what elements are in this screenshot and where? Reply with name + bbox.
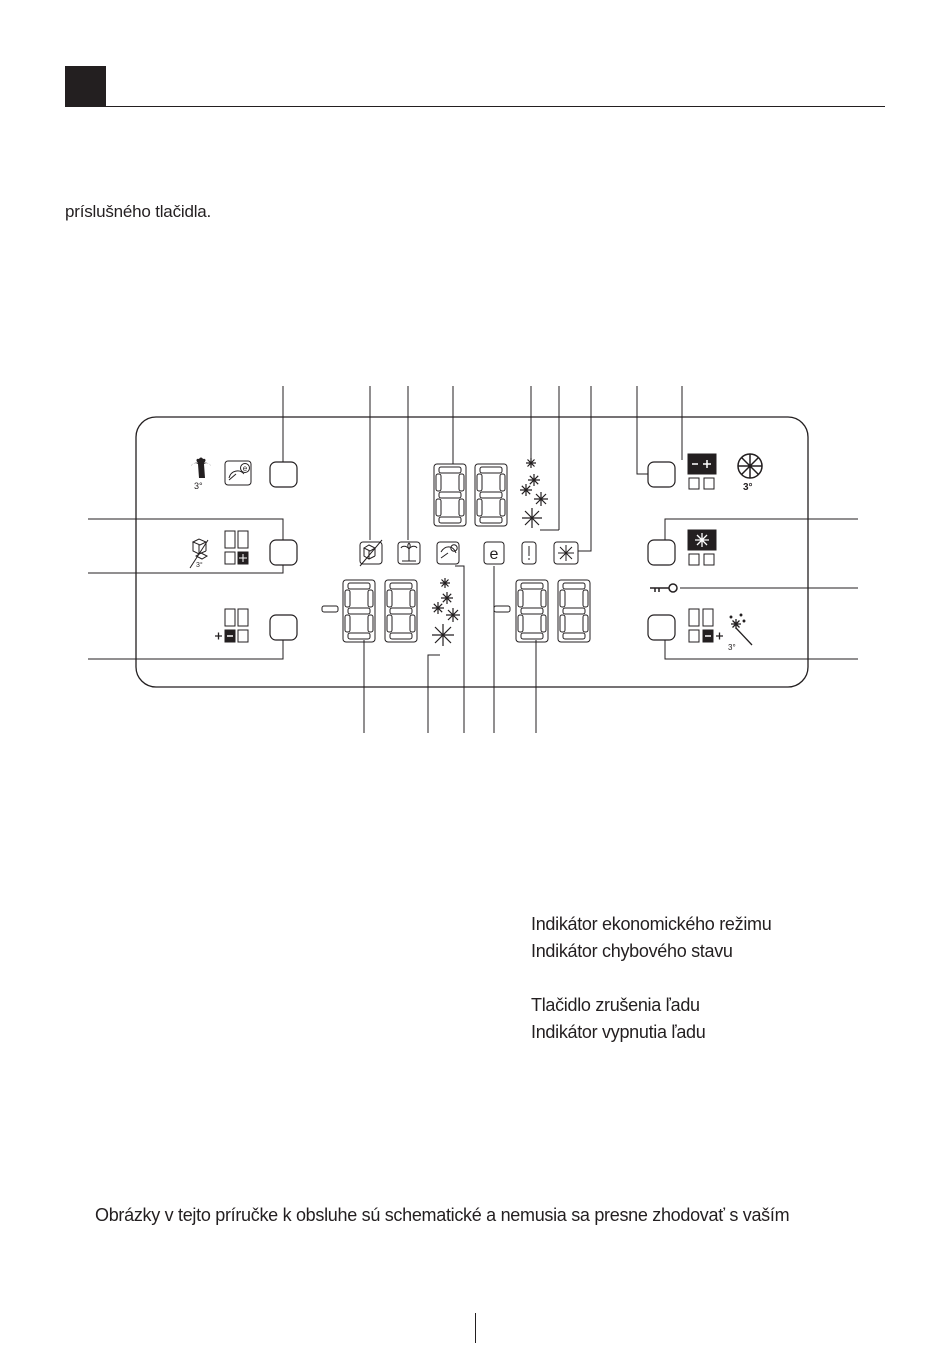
vacation-button: [270, 462, 297, 487]
legend-ice-off-indicator: Indikátor vypnutia ľadu: [531, 1022, 706, 1042]
right-icons: [650, 454, 762, 652]
legend-eco-indicator: Indikátor ekonomického režimu: [531, 914, 772, 934]
fridge-temp-display: [322, 580, 417, 642]
svg-text:e: e: [489, 546, 499, 563]
digit-upper-1: [434, 464, 466, 526]
legend-ice-cancel-button: Tlačidlo zrušenia ľadu: [531, 995, 700, 1015]
fridge-mode-button: [270, 540, 297, 565]
quick-freeze-button: [648, 462, 675, 487]
upper-temp-display: [434, 464, 507, 526]
snowflake-icon: [441, 592, 453, 604]
fridge-temp-button: [270, 615, 297, 640]
intro-text: príslušného tlačidla.: [65, 202, 212, 221]
snowflake-icon: [534, 492, 548, 506]
error-indicator-icon: [522, 542, 536, 564]
ice-off-icon: [360, 540, 382, 566]
upper-cooling-level-icons: [520, 458, 548, 528]
minus-segment: [494, 606, 510, 612]
digit-upper-2: [475, 464, 507, 526]
freezer-temp-display: [494, 580, 590, 642]
minus-segment: [322, 606, 338, 612]
fridge-zone-icon: [225, 531, 248, 564]
callout-line: [88, 519, 283, 540]
indicator-row: [360, 540, 578, 566]
callout-line: [428, 655, 440, 733]
key-lock-icon: [650, 584, 677, 592]
ice-cancel-button: [648, 540, 675, 565]
callout-line: [88, 565, 283, 573]
eco-fridge-icon: [225, 461, 251, 485]
snowflake-icon: [528, 474, 540, 486]
digit-freezer-1: [516, 580, 548, 642]
snowflake-icon: [446, 608, 460, 622]
svg-text:e: e: [242, 464, 248, 473]
snowflake-icon: [526, 458, 536, 468]
fridge-temp-icon: [215, 609, 248, 642]
vacation-temp-label: 3°: [194, 481, 203, 491]
wand-temp-label: 3°: [728, 643, 736, 652]
vacation-indicator-icon: [398, 542, 420, 564]
callout-line: [578, 386, 591, 551]
callout-line: [455, 566, 464, 733]
ice-maker-indicator-icon: [554, 542, 578, 564]
eco-indicator-icon: [484, 542, 504, 564]
fridge-cooling-level-icons: [432, 578, 460, 646]
quick-cool-indicator-icon: [437, 542, 459, 564]
callout-line: [665, 640, 858, 659]
left-icons: [190, 458, 251, 643]
vacation-icon: [191, 458, 211, 479]
freeze-temp-label: 3°: [743, 482, 753, 493]
freezer-temp-button: [648, 615, 675, 640]
digit-fridge-1: [343, 580, 375, 642]
snowflake-icon: [520, 484, 532, 496]
footnote: Obrázky v tejto príručke k obsluhe sú schematické a nemusia sa presne zhodovať s vaším: [95, 1205, 790, 1225]
ice-cancel-icon: [688, 530, 716, 565]
callout-line: [88, 640, 283, 659]
digit-fridge-2: [385, 580, 417, 642]
ice-temp-label: 3°: [196, 562, 203, 569]
callout-line: [637, 386, 648, 474]
snowflake-icon: [432, 602, 444, 614]
digit-freezer-2: [558, 580, 590, 642]
freezer-temp-icon: [689, 609, 723, 642]
quick-freeze-wand-icon: [730, 614, 752, 645]
legend-error-indicator: Indikátor chybového stavu: [531, 941, 733, 961]
page-number-divider: [475, 1313, 476, 1343]
quick-freeze-icon: [688, 454, 716, 489]
snowflake-icon: [522, 508, 542, 528]
snowflake-icon: [432, 624, 454, 646]
snowflake-icon: [440, 578, 450, 588]
snowflake-icon: [738, 454, 762, 478]
